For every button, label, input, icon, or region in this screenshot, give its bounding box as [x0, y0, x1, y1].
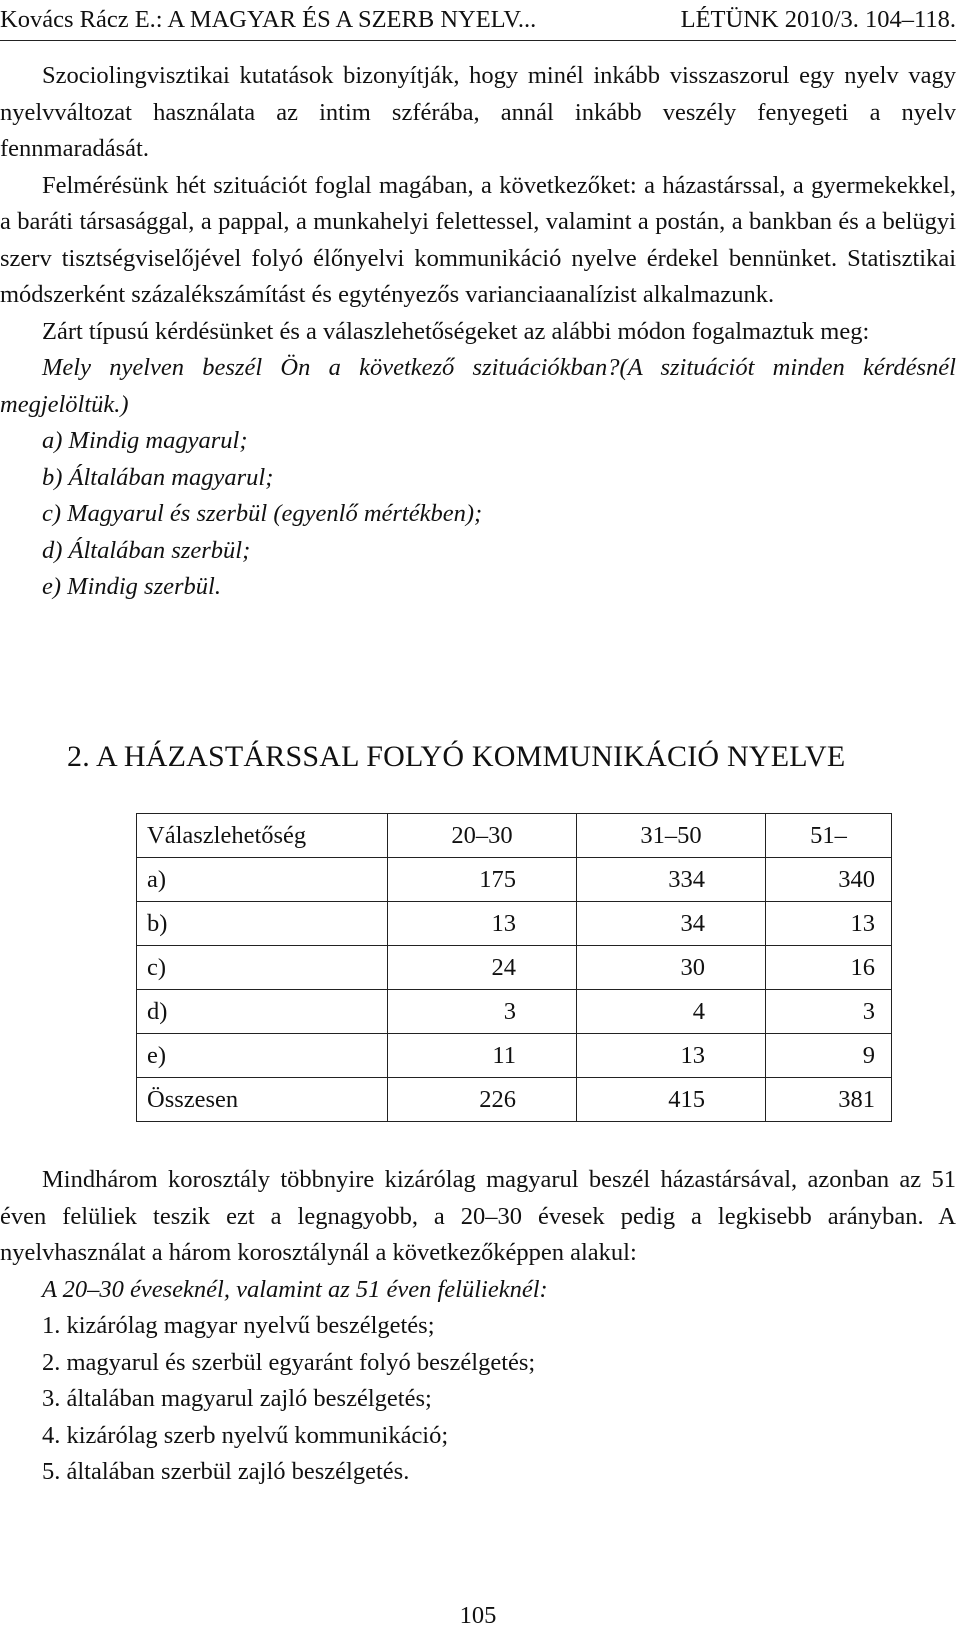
table-row	[137, 946, 892, 990]
list-item: 1. kizárólag magyar nyelvű beszélgetés;	[42, 1312, 435, 1339]
table-header-cell: 20–30	[388, 814, 577, 858]
list-item: 2. magyarul és szerbül egyaránt folyó beszélgetés;	[42, 1348, 536, 1376]
table-header-row	[137, 814, 892, 858]
table-cell: 34	[577, 902, 766, 946]
answer-option: e) Mindig szerbül.	[42, 573, 221, 600]
table-cell: a)	[137, 858, 388, 902]
table-cell: 13	[577, 1034, 766, 1078]
table-cell: 340	[766, 858, 892, 902]
paragraph-question-intro: Zárt típusú kérdésünket és a válaszlehetőségeket az alábbi módon fogalmaztuk meg:	[42, 317, 870, 345]
table-cell: 381	[766, 1078, 892, 1122]
paragraph-intro: Szociolingvisztikai kutatások bizonyítják, hogy minél inkább visszaszorul egy nyelv vagy nyelvváltozat használata az intim szférába, annál inkább veszély fenyegeti a nyelv fennmaradását.	[0, 62, 956, 162]
paragraph-survey: Felmérésünk hét szituációt foglal magában, a következőket: a házastárssal, a gyermekekkel, a baráti társasággal, a pappal, a munkahelyi felettessel, valamint a postán, a bankban és a belügyi szerv tisztségviselőjével folyó élőnyelvi kommunikáció nyelve érdekel bennünket. Statisztikai módszerként százalékszámítást és egytényezős varianciaanalízist alkalmazunk.	[0, 171, 956, 308]
age-group-subheading: A 20–30 éveseknél, valamint az 51 éven felülieknél:	[42, 1275, 548, 1303]
table-header-cell: 31–50	[577, 814, 766, 858]
paragraph-summary: Mindhárom korosztály többnyire kizárólag magyarul beszél házastársával, azonban az 51 éven felüliek teszik ezt a legnagyobb, a 20–30 évesek pedig a legkisebb arányban. A nyelvhasználat a három korosztálynál a következőképpen alakul:	[0, 1166, 956, 1266]
list-item: 3. általában magyarul zajló beszélgetés;	[42, 1385, 432, 1412]
survey-question: Mely nyelven beszél Ön a következő szituációkban?(A szituációt minden kérdésnél megjelöltük.)	[0, 354, 956, 418]
lower-text-block	[0, 1162, 956, 1491]
table-row	[137, 1034, 892, 1078]
table-row	[137, 902, 892, 946]
running-header	[0, 6, 956, 41]
results-table	[136, 813, 892, 1122]
answer-option: c) Magyarul és szerbül (egyenlő mértékben);	[42, 500, 483, 527]
answer-option: b) Általában magyarul;	[42, 463, 274, 491]
table-cell: 334	[577, 858, 766, 902]
table-cell: b)	[137, 902, 388, 946]
table-cell: 3	[766, 990, 892, 1034]
table-cell: e)	[137, 1034, 388, 1078]
list-item: 4. kizárólag szerb nyelvű kommunikáció;	[42, 1421, 449, 1449]
header-journal-ref: LÉTÜNK 2010/3. 104–118.	[680, 6, 956, 33]
table-cell: Összesen	[137, 1078, 388, 1122]
table-cell: 175	[388, 858, 577, 902]
table-row	[137, 990, 892, 1034]
table-cell: 4	[577, 990, 766, 1034]
table-cell: 30	[577, 946, 766, 990]
table-cell: c)	[137, 946, 388, 990]
header-author-title: Kovács Rácz E.: A MAGYAR ÉS A SZERB NYELV...	[0, 6, 537, 33]
answer-option: a) Mindig magyarul;	[42, 427, 248, 454]
page-number: 105	[459, 1602, 497, 1629]
table-cell: 24	[388, 946, 577, 990]
table-cell: 3	[388, 990, 577, 1034]
table-cell: d)	[137, 990, 388, 1034]
table-row	[137, 858, 892, 902]
table-cell: 415	[577, 1078, 766, 1122]
table-cell: 13	[388, 902, 577, 946]
upper-text-block	[0, 58, 956, 606]
table-cell: 9	[766, 1034, 892, 1078]
table-cell: 16	[766, 946, 892, 990]
table-row-total	[137, 1078, 892, 1122]
table-cell: 13	[766, 902, 892, 946]
list-item: 5. általában szerbül zajló beszélgetés.	[42, 1458, 410, 1485]
answer-option: d) Általában szerbül;	[42, 536, 251, 564]
table-header-cell: 51–	[766, 814, 892, 858]
table-cell: 226	[388, 1078, 577, 1122]
table-header-cell: Válaszlehetőség	[137, 814, 388, 858]
table-cell: 11	[388, 1034, 577, 1078]
section-heading: 2. A HÁZASTÁRSSAL FOLYÓ KOMMUNIKÁCIÓ NYELVE	[67, 740, 846, 773]
